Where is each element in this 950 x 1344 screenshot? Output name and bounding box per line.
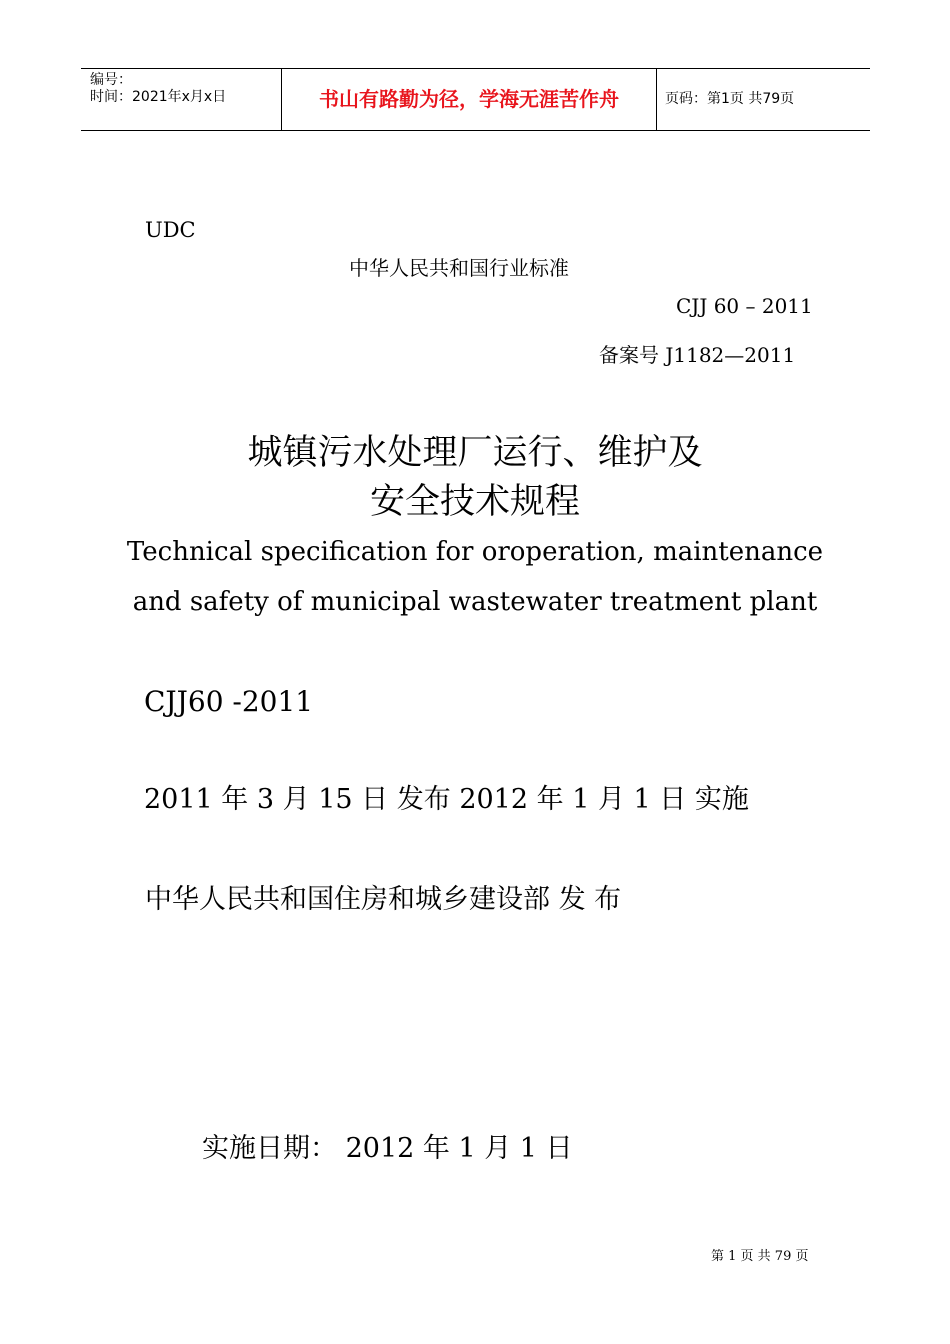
standard-code-right: CJJ 60 – 2011 <box>676 294 813 318</box>
standard-code-left: CJJ60 -2011 <box>144 685 314 718</box>
document-title-line-2: 安全技术规程 <box>369 482 580 522</box>
english-title-line-1: Technical specification for oroperation, maintenance <box>126 537 824 567</box>
header-time-label: 时间：2021年x月x日 <box>90 89 227 105</box>
header-motto: 书山有路勤为径，学海无涯苦作舟 <box>319 87 619 111</box>
industry-standard-label: 中华人民共和国行业标准 <box>349 256 569 280</box>
header-motto-cell <box>281 69 657 130</box>
header-info-cell <box>81 69 281 130</box>
document-title-line-1: 城镇污水处理厂运行、维护及 <box>247 433 703 473</box>
implementation-date: 实施日期： 2012 年 1 月 1 日 <box>202 1133 573 1164</box>
header-number-label: 编号： <box>90 72 132 88</box>
footer-page-info: 第 1 页 共 79 页 <box>711 1249 809 1264</box>
header-page-info: 页码：第1页 共79页 <box>665 91 795 107</box>
page-header <box>81 68 870 131</box>
release-dates: 2011 年 3 月 15 日 发布 2012 年 1 月 1 日 实施 <box>144 784 749 815</box>
publisher-line: 中华人民共和国住房和城乡建设部 发 布 <box>145 884 622 915</box>
record-number: 备案号 J1182—2011 <box>599 343 796 367</box>
udc-label: UDC <box>145 218 196 242</box>
header-page-cell <box>656 69 870 130</box>
english-title-line-2: and safety of municipal wastewater treatment plant <box>132 587 818 617</box>
